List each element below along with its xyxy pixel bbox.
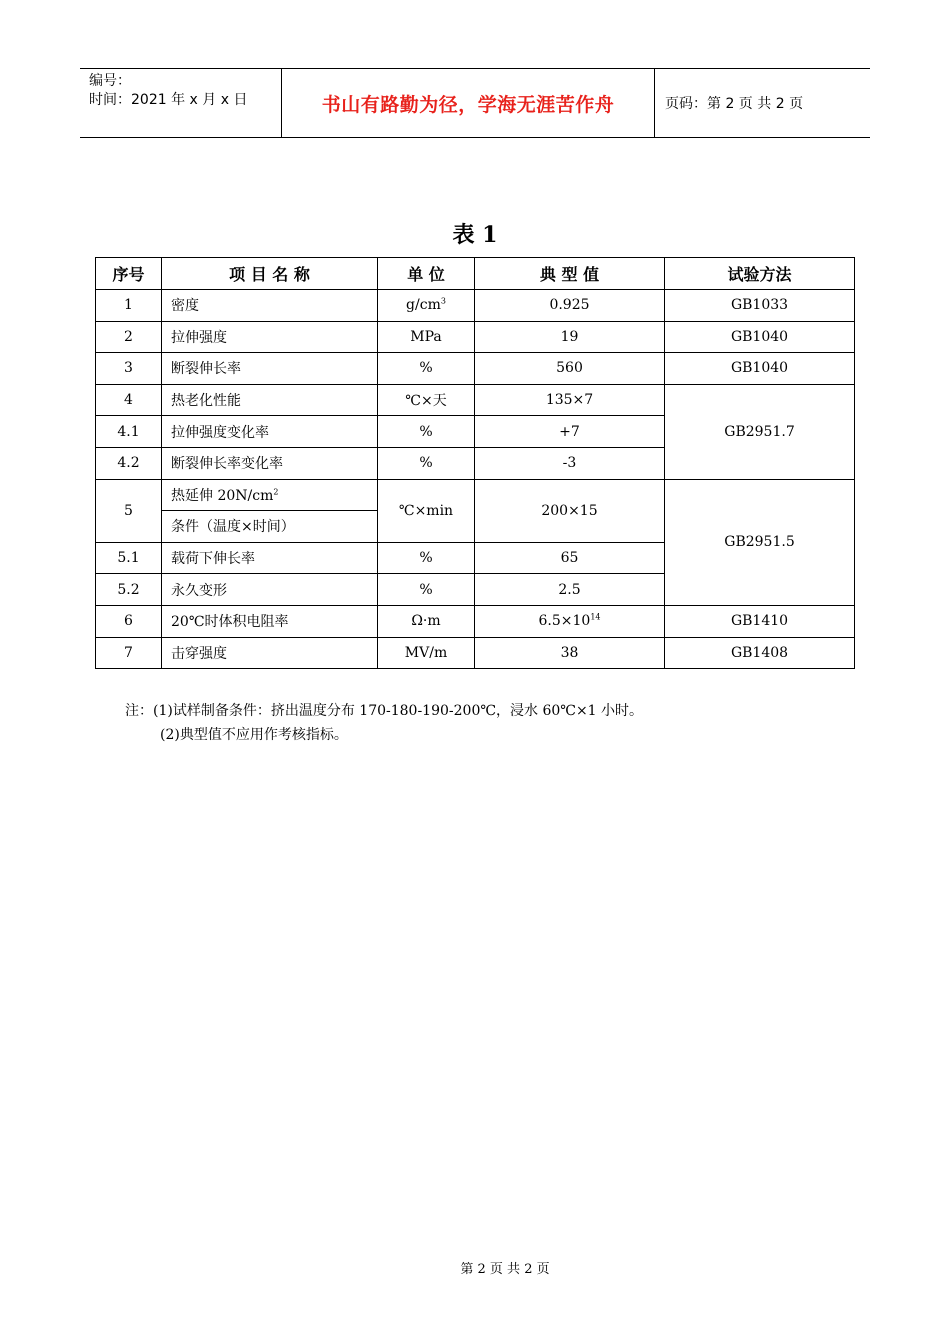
cell-method: GB2951.7 — [665, 384, 855, 479]
cell-item: 击穿强度 — [162, 637, 378, 669]
cell-unit: MPa — [378, 321, 475, 353]
cell-value: 65 — [475, 542, 665, 574]
header-page-cell — [655, 69, 870, 137]
table-row — [96, 605, 855, 637]
cell-no: 3 — [96, 353, 162, 385]
unit-text: g/cm — [406, 297, 441, 314]
col-header-method: 试验方法 — [665, 258, 855, 290]
cell-method: GB1040 — [665, 321, 855, 353]
header-motto-cell — [282, 69, 655, 137]
cell-unit: % — [378, 542, 475, 574]
page-info: 页码：第 2 页 共 2 页 — [665, 96, 804, 112]
spec-table — [95, 257, 855, 669]
cell-item: 断裂伸长率 — [162, 353, 378, 385]
note-2: (2)典型值不应用作考核指标。 — [160, 727, 348, 743]
cell-no: 7 — [96, 637, 162, 669]
cell-no: 5.1 — [96, 542, 162, 574]
table-notes — [125, 699, 643, 747]
item-text: 热延伸 20N/cm — [171, 487, 274, 504]
cell-unit: MV/m — [378, 637, 475, 669]
cell-unit: ℃×天 — [378, 384, 475, 416]
motto-text: 书山有路勤为径，学海无涯苦作舟 — [321, 93, 615, 116]
value-text: 6.5×10 — [538, 613, 591, 630]
note-1: 注：(1)试样制备条件：挤出温度分布 170-180-190-200℃，浸水 60℃×1 小时。 — [125, 703, 644, 719]
cell-method: GB1408 — [665, 637, 855, 669]
cell-item: 拉伸强度 — [162, 321, 378, 353]
col-header-unit: 单 位 — [378, 258, 475, 290]
cell-item — [162, 479, 378, 511]
cell-item: 条件（温度×时间） — [162, 511, 378, 543]
cell-item: 载荷下伸长率 — [162, 542, 378, 574]
cell-unit: % — [378, 574, 475, 606]
cell-value: 0.925 — [475, 290, 665, 322]
cell-value: 19 — [475, 321, 665, 353]
cell-no: 5 — [96, 479, 162, 542]
cell-no: 1 — [96, 290, 162, 322]
table-row — [96, 290, 855, 322]
cell-unit: ℃×min — [378, 479, 475, 542]
value-superscript: 14 — [590, 612, 601, 622]
cell-value: 200×15 — [475, 479, 665, 542]
cell-no: 6 — [96, 605, 162, 637]
cell-value: -3 — [475, 447, 665, 479]
cell-no: 4 — [96, 384, 162, 416]
col-header-no: 序号 — [96, 258, 162, 290]
document-number-label: 编号： — [89, 73, 131, 89]
cell-method: GB1410 — [665, 605, 855, 637]
cell-no: 4.1 — [96, 416, 162, 448]
table-header-row — [96, 258, 855, 290]
cell-item: 热老化性能 — [162, 384, 378, 416]
page-footer: 第 2 页 共 2 页 — [460, 1262, 550, 1277]
cell-value: 38 — [475, 637, 665, 669]
cell-unit: % — [378, 416, 475, 448]
table-row — [96, 321, 855, 353]
table-title: 表 1 — [452, 222, 498, 248]
cell-no: 2 — [96, 321, 162, 353]
cell-item: 永久变形 — [162, 574, 378, 606]
cell-unit: Ω·m — [378, 605, 475, 637]
cell-unit — [378, 290, 475, 322]
col-header-value: 典 型 值 — [475, 258, 665, 290]
header-meta-cell — [80, 69, 282, 137]
cell-value — [475, 605, 665, 637]
cell-item: 20℃时体积电阻率 — [162, 605, 378, 637]
cell-value: 2.5 — [475, 574, 665, 606]
cell-unit: % — [378, 447, 475, 479]
cell-no: 4.2 — [96, 447, 162, 479]
item-superscript: 2 — [273, 487, 279, 497]
cell-method: GB1040 — [665, 353, 855, 385]
unit-superscript: 3 — [440, 296, 446, 306]
table-row — [96, 353, 855, 385]
cell-item: 断裂伸长率变化率 — [162, 447, 378, 479]
cell-item: 密度 — [162, 290, 378, 322]
document-date: 时间：2021 年 x 月 x 日 — [89, 92, 248, 108]
table-row — [96, 384, 855, 416]
cell-value: 135×7 — [475, 384, 665, 416]
cell-no: 5.2 — [96, 574, 162, 606]
cell-item: 拉伸强度变化率 — [162, 416, 378, 448]
cell-value: +7 — [475, 416, 665, 448]
cell-method: GB1033 — [665, 290, 855, 322]
table-row — [96, 479, 855, 511]
cell-unit: % — [378, 353, 475, 385]
col-header-item: 项 目 名 称 — [162, 258, 378, 290]
page-header — [80, 68, 870, 138]
cell-method: GB2951.5 — [665, 479, 855, 605]
table-row — [96, 637, 855, 669]
cell-value: 560 — [475, 353, 665, 385]
